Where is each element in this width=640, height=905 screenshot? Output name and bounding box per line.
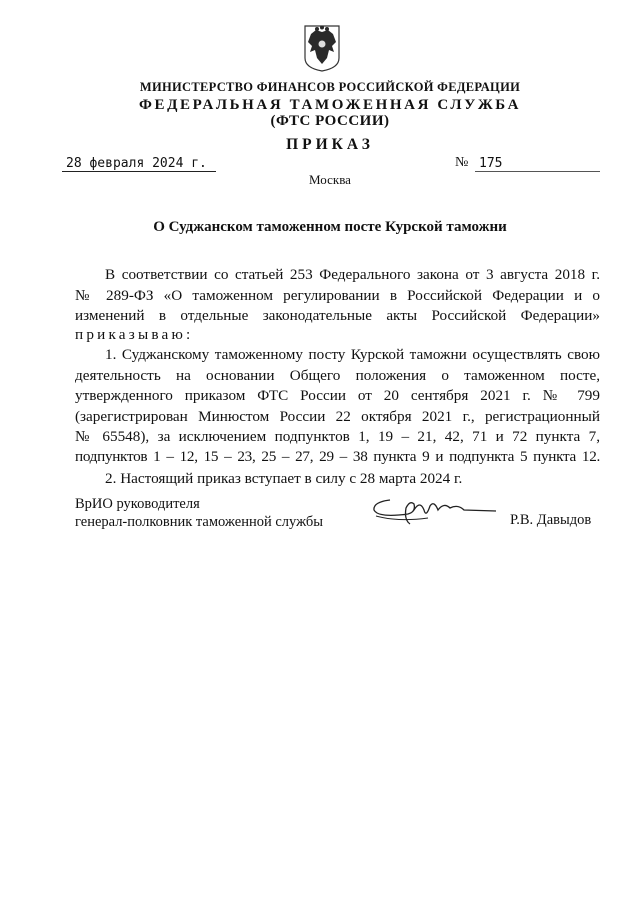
body-line: (зарегистрирован Минюстом России 22 октября 2021 г., регистрационный — [75, 408, 600, 425]
body-line: № 65548), за исключением подпунктов 1, 19 – 21, 42, 71 и 72 пункта 7, — [75, 428, 600, 445]
service-abbreviation: (ФТС РОССИИ) — [270, 113, 390, 129]
order-number: 175 — [475, 156, 600, 172]
order-number-label: № — [455, 155, 469, 170]
service-name: ФЕДЕРАЛЬНАЯ ТАМОЖЕННАЯ СЛУЖБА — [138, 97, 522, 113]
document-type: ПРИКАЗ — [286, 136, 374, 153]
coat-of-arms-emblem — [303, 24, 341, 72]
body-line: 2. Настоящий приказ вступает в силу с 28 марта 2024 г. — [105, 470, 463, 487]
body-line: В соответствии со статьей 253 Федерального закона от 3 августа 2018 г. — [105, 266, 600, 283]
city: Москва — [309, 172, 351, 187]
body-line: деятельность на основании Общего положения о таможенном посте, — [75, 367, 600, 384]
ministry-name: МИНИСТЕРСТВО ФИНАНСОВ РОССИЙСКОЙ ФЕДЕРАЦИИ — [139, 80, 521, 94]
signatory-position: ВрИО руководителя — [75, 496, 200, 512]
body-line: 1. Суджанскому таможенному посту Курской таможни осуществлять свою — [105, 346, 600, 363]
order-title: О Суджанском таможенном посте Курской таможни — [153, 219, 507, 235]
signatory-rank: генерал-полковник таможенной службы — [75, 514, 324, 530]
body-line: подпунктов 1 – 12, 15 – 23, 25 – 27, 29 – 38 пункта 9 и подпункта 5 пункта 12. — [75, 448, 600, 465]
signatory-name: Р.В. Давыдов — [510, 512, 592, 528]
body-line: изменений в отдельные законодательные акты Российской Федерации» — [75, 307, 600, 324]
handwritten-signature — [368, 492, 498, 532]
body-line: № 289-ФЗ «О таможенном регулировании в Российской Федерации и о — [75, 287, 600, 304]
order-date: 28 февраля 2024 г. — [62, 156, 216, 172]
body-line: утвержденного приказом ФТС России от 20 сентября 2021 г. № 799 — [75, 387, 600, 404]
body-line: приказываю: — [75, 326, 194, 343]
